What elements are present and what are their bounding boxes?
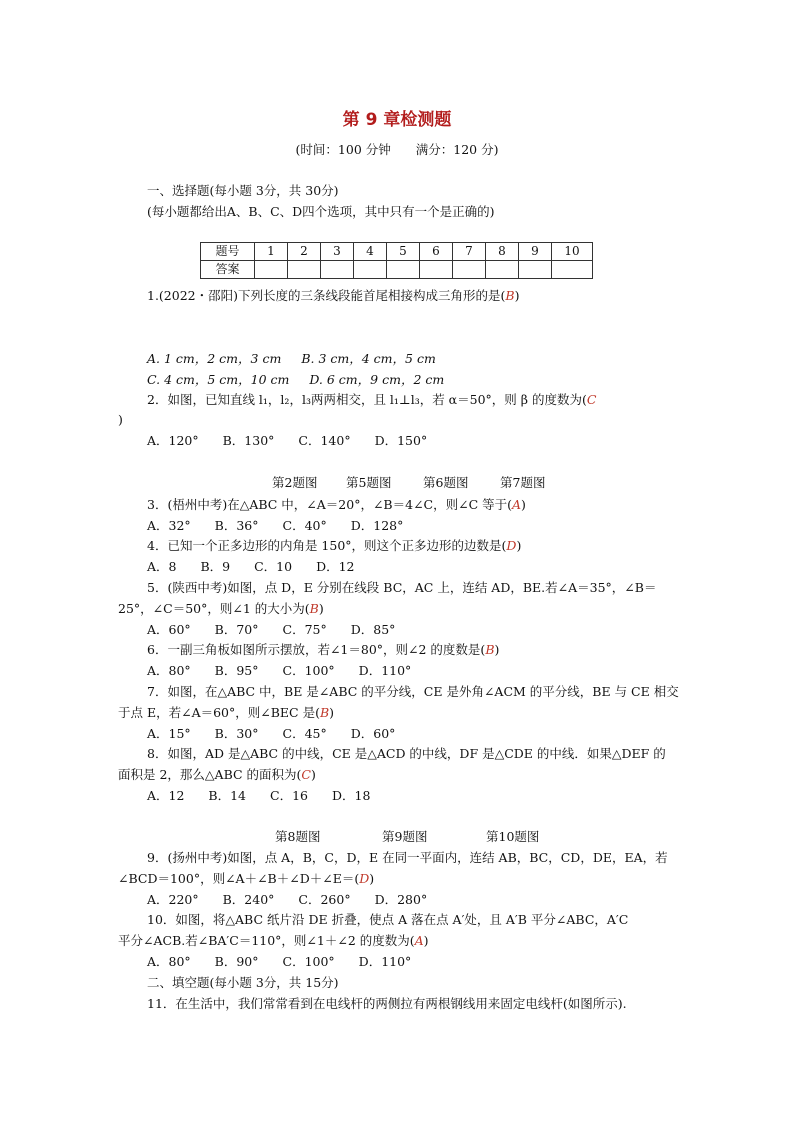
question-close: ): [423, 933, 429, 948]
table-header-cell: 题号: [201, 243, 255, 261]
question-3: [147, 497, 526, 513]
option-b: B．90°: [214, 954, 259, 969]
option-c: C．140°: [298, 433, 351, 448]
page-subtitle: (时间：100 分钟 满分：120 分): [295, 142, 499, 157]
option-c: C．16: [270, 788, 308, 803]
option-b: B．9: [200, 559, 231, 574]
question-stem: 6．一副三角板如图所示摆放，若∠1＝80°，则∠2 的度数是(: [147, 642, 486, 657]
question-10: 10．如图，将△ABC 纸片沿 DE 折叠，使点 A 落在点 A′处，且 A′B 平分∠ABC，A′C: [147, 912, 629, 927]
question-9-options: [147, 892, 427, 908]
option-b: B．130°: [222, 433, 275, 448]
option-b: B．70°: [214, 622, 259, 637]
question-close: ): [521, 497, 526, 512]
question-close: ): [516, 538, 522, 553]
table-row: [201, 261, 593, 279]
question-10-options: [147, 954, 411, 970]
table-cell: 9: [519, 243, 552, 261]
question-11: 11．在生活中，我们常常看到在电线杆的两侧拉有两根钢线用来固定电线杆(如图所示).: [147, 996, 627, 1011]
table-cell: 1: [255, 243, 288, 261]
question-7: 7．如图，在△ABC 中，BE 是∠ABC 的平分线，CE 是外角∠ACM 的平分线，BE 与 CE 相交: [147, 684, 679, 699]
table-cell: 5: [387, 243, 420, 261]
question-close: ): [494, 642, 500, 657]
table-cell: 4: [354, 243, 387, 261]
figure-caption: 第2题图: [272, 475, 318, 490]
answer-mark: B: [485, 642, 495, 657]
question-3-options: [147, 518, 403, 534]
section2-heading: 二、填空题(每小题 3分，共 15分): [147, 975, 339, 990]
question-4: [147, 538, 521, 554]
question-stem: ∠BCD＝100°，则∠A＋∠B＋∠D＋∠E＝(: [118, 871, 360, 886]
option-d: D．280°: [374, 892, 428, 907]
option-d: D．60°: [350, 726, 396, 741]
question-5: 5．(陕西中考)如图，点 D，E 分别在线段 BC，AC 上，连结 AD，BE.若∠A＝35°，∠B＝: [147, 580, 657, 595]
question-close: ): [329, 705, 335, 720]
option-a: A．32°: [147, 518, 191, 533]
question-stem: 2．如图，已知直线 l₁，l₂，l₃两两相交，且 l₁⊥l₃，若 α＝50°，则 β 的度数为(: [147, 392, 587, 407]
question-7-options: [147, 726, 395, 742]
option-a: A．8: [147, 559, 177, 574]
answer-cell: [453, 261, 486, 279]
question-stem: 4．已知一个正多边形的内角是 150°，则这个正多边形的边数是(: [147, 538, 507, 553]
option-d: D．110°: [358, 663, 412, 678]
option-a: A．220°: [147, 892, 199, 907]
question-9: 9．(扬州中考)如图，点 A，B，C，D，E 在同一平面内，连结 AB，BC，CD，DE，EA，若: [147, 850, 668, 865]
question-close: ): [369, 871, 375, 886]
option-b: B．36°: [214, 518, 259, 533]
question-6: [147, 642, 499, 658]
option-a: A. 1 cm，2 cm，3 cm: [147, 351, 282, 366]
question-close: ): [310, 767, 316, 782]
answer-cell: [519, 261, 552, 279]
option-b: B．14: [208, 788, 247, 803]
option-b: B．240°: [222, 892, 275, 907]
option-c: C．100°: [282, 663, 335, 678]
answer-mark: B: [319, 705, 330, 720]
question-stem: 平分∠ACB.若∠BA′C＝110°，则∠1＋∠2 的度数为(: [118, 933, 415, 948]
answer-cell: [420, 261, 453, 279]
option-a: A．80°: [147, 663, 191, 678]
question-7-cont: [118, 705, 334, 721]
option-a: A．120°: [147, 433, 199, 448]
answer-cell: [255, 261, 288, 279]
option-c: C．40°: [282, 518, 327, 533]
question-6-options: [147, 663, 411, 679]
question-stem: 3．(梧州中考)在△ABC 中，∠A＝20°，∠B＝4∠C，则∠C 等于(: [147, 497, 512, 512]
answer-mark: C: [586, 392, 597, 407]
answer-mark: B: [505, 288, 515, 303]
question-stem: 25°，∠C＝50°，则∠1 的大小为(: [118, 601, 310, 616]
table-cell: 10: [552, 243, 593, 261]
answer-table: [200, 242, 593, 279]
answer-cell: [486, 261, 519, 279]
question-5-options: [147, 622, 395, 638]
option-c: C. 4 cm，5 cm，10 cm: [147, 372, 290, 387]
question-2-options: [147, 433, 427, 449]
option-d: D．85°: [350, 622, 396, 637]
answer-mark: A: [512, 497, 522, 512]
answer-cell: [354, 261, 387, 279]
answer-mark: D: [506, 538, 517, 553]
question-8: 8．如图，AD 是△ABC 的中线，CE 是△ACD 的中线，DF 是△CDE 的中线．如果△DEF 的: [147, 746, 666, 761]
question-1-options-row2: [147, 372, 444, 388]
answer-mark: D: [359, 871, 370, 886]
question-close: ): [318, 601, 324, 616]
question-9-cont: [118, 871, 374, 887]
question-5-cont: [118, 601, 324, 617]
option-b: B．30°: [214, 726, 259, 741]
option-c: C．260°: [298, 892, 351, 907]
table-row: [201, 243, 593, 261]
answer-mark: A: [414, 933, 424, 948]
option-b: B．95°: [214, 663, 259, 678]
option-c: C．75°: [282, 622, 327, 637]
option-d: D．110°: [358, 954, 412, 969]
option-d: D．12: [316, 559, 355, 574]
figure-caption: 第7题图: [500, 475, 546, 490]
question-1: [147, 288, 519, 304]
answer-cell: [321, 261, 354, 279]
answer-cell: [387, 261, 420, 279]
question-8-options: [147, 788, 370, 804]
option-b: B. 3 cm，4 cm，5 cm: [301, 351, 436, 366]
table-cell: 3: [321, 243, 354, 261]
answer-mark: C: [301, 767, 311, 782]
question-8-cont: [118, 767, 316, 783]
option-d: D．150°: [374, 433, 428, 448]
answer-cell: [552, 261, 593, 279]
table-cell: 6: [420, 243, 453, 261]
table-cell: 2: [288, 243, 321, 261]
figure-caption: 第5题图: [346, 475, 392, 490]
question-close: ): [514, 288, 520, 303]
option-d: D. 6 cm，9 cm，2 cm: [309, 372, 445, 387]
table-cell: 8: [486, 243, 519, 261]
answer-cell: [288, 261, 321, 279]
option-c: C．45°: [282, 726, 327, 741]
answer-mark: B: [309, 601, 319, 616]
page-title: 第 9 章检测题: [342, 110, 452, 130]
option-a: A．80°: [147, 954, 191, 969]
option-d: D．128°: [350, 518, 404, 533]
option-a: A．15°: [147, 726, 191, 741]
option-c: C．100°: [282, 954, 335, 969]
question-stem: 1.(2022・邵阳)下列长度的三条线段能首尾相接构成三角形的是(: [147, 288, 506, 303]
table-header-cell: 答案: [201, 261, 255, 279]
question-4-options: [147, 559, 355, 575]
question-2-close: ): [118, 412, 123, 427]
question-stem: 面积是 2，那么△ABC 的面积为(: [118, 767, 302, 782]
option-a: A．12: [147, 788, 185, 803]
question-stem: 于点 E，若∠A＝60°，则∠BEC 是(: [118, 705, 320, 720]
option-a: A．60°: [147, 622, 191, 637]
figure-caption: 第6题图: [423, 475, 469, 490]
question-10-cont: [118, 933, 429, 949]
option-d: D．18: [331, 788, 371, 803]
figure-caption: 第8题图: [275, 829, 321, 844]
figure-caption: 第9题图: [382, 829, 428, 844]
table-cell: 7: [453, 243, 486, 261]
section1-heading: 一、选择题(每小题 3分，共 30分): [147, 183, 339, 198]
option-c: C．10: [254, 559, 293, 574]
question-2: [147, 392, 596, 408]
section1-note: (每小题都给出A、B、C、D四个选项，其中只有一个是正确的): [147, 204, 495, 219]
question-1-options-row1: [147, 351, 436, 367]
figure-caption: 第10题图: [486, 829, 540, 844]
